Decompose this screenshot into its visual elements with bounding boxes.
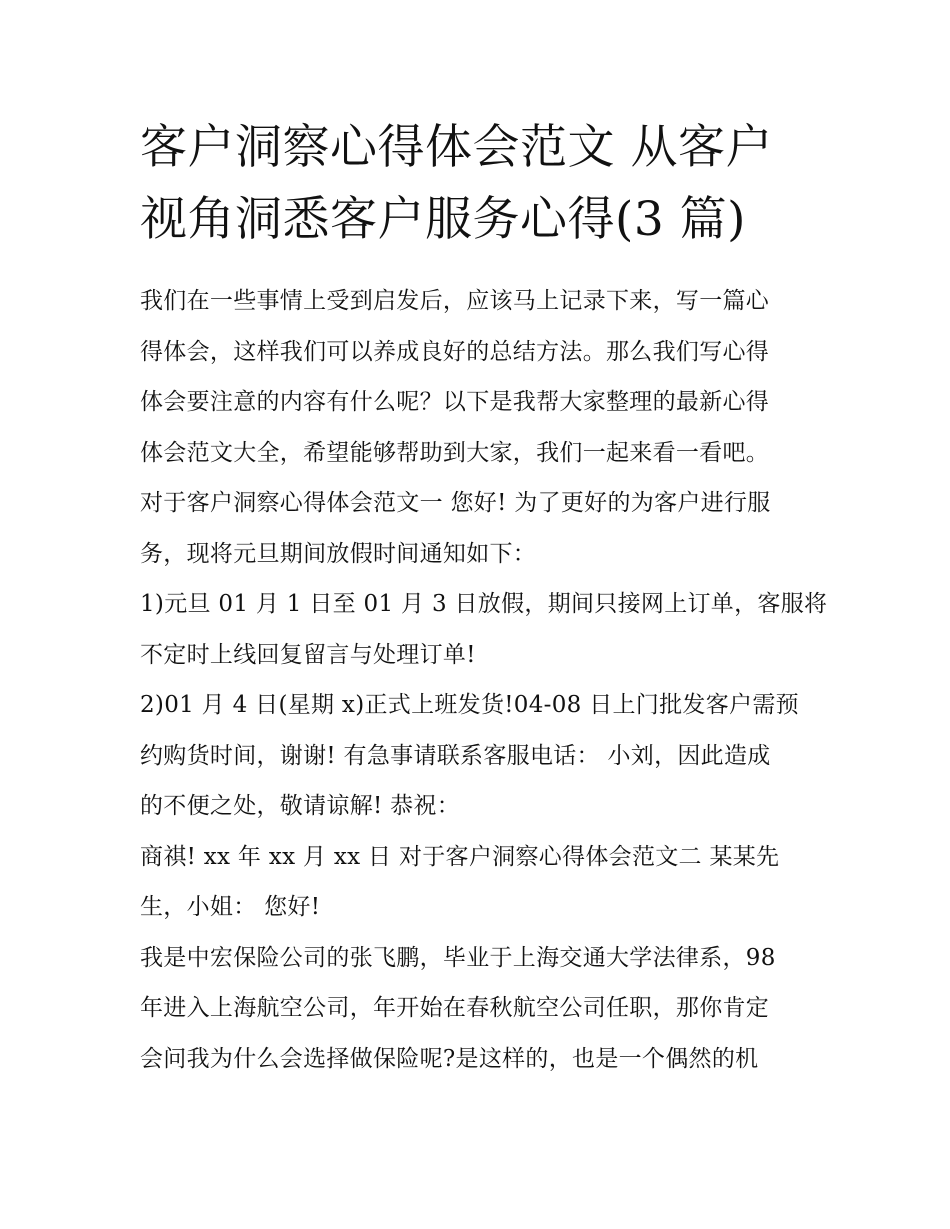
holiday-item-one-paragraph [140,579,828,680]
text-line: 1)元旦 01 月 1 日至 01 月 3 日放假，期间只接网上订单，客服将 [140,591,828,617]
text-line: 对于客户洞察心得体会范文一 您好! 为了更好的为客户进行服 [140,490,771,516]
text-line: 的不便之处，敬请谅解! 恭祝： [140,793,461,819]
text-line: 不定时上线回复留言与处理订单! [140,641,476,668]
text-line: 年进入上海航空公司，年开始在春秋航空公司任职，那你肯定 [140,995,770,1021]
document-body [140,276,828,1084]
text-line: 得体会，这样我们可以养成良好的总结方法。那么我们写心得 [140,338,770,365]
document-title [140,112,820,256]
closing-and-sample-two-paragraph [140,832,820,933]
text-line: 约购货时间，谢谢! 有急事请联系客服电话： 小刘，因此造成 [140,742,771,769]
text-line: 体会要注意的内容有什么呢？以下是我帮大家整理的最新心得 [140,389,770,415]
text-line: 2)01 月 4 日(星期 x)正式上班发货!04-08 日上门批发客户需预 [140,692,799,718]
sample-one-paragraph [140,478,820,579]
intro-paragraph [140,276,820,478]
text-line: 商祺! xx 年 xx 月 xx 日 对于客户洞察心得体会范文二 某某先 [140,843,780,870]
text-line: 我是中宏保险公司的张飞鹏，毕业于上海交通大学法律系，98 [140,944,776,971]
text-line: 我们在一些事情上受到启发后，应该马上记录下来，写一篇心 [140,288,770,314]
self-introduction-paragraph [140,933,820,1085]
text-line: 务，现将元旦期间放假时间通知如下： [140,540,537,567]
title-line: 视角洞悉客户服务心得(3 篇) [140,192,747,247]
text-line: 体会范文大全，希望能够帮助到大家，我们一起来看一看吧。 [140,439,770,466]
text-line: 会问我为什么会选择做保险呢?是这样的，也是一个偶然的机 [140,1045,759,1072]
holiday-item-two-paragraph [140,680,820,832]
text-line: 生，小姐： 您好! [140,894,321,920]
title-line: 客户洞察心得体会范文 从客户 [140,120,773,175]
